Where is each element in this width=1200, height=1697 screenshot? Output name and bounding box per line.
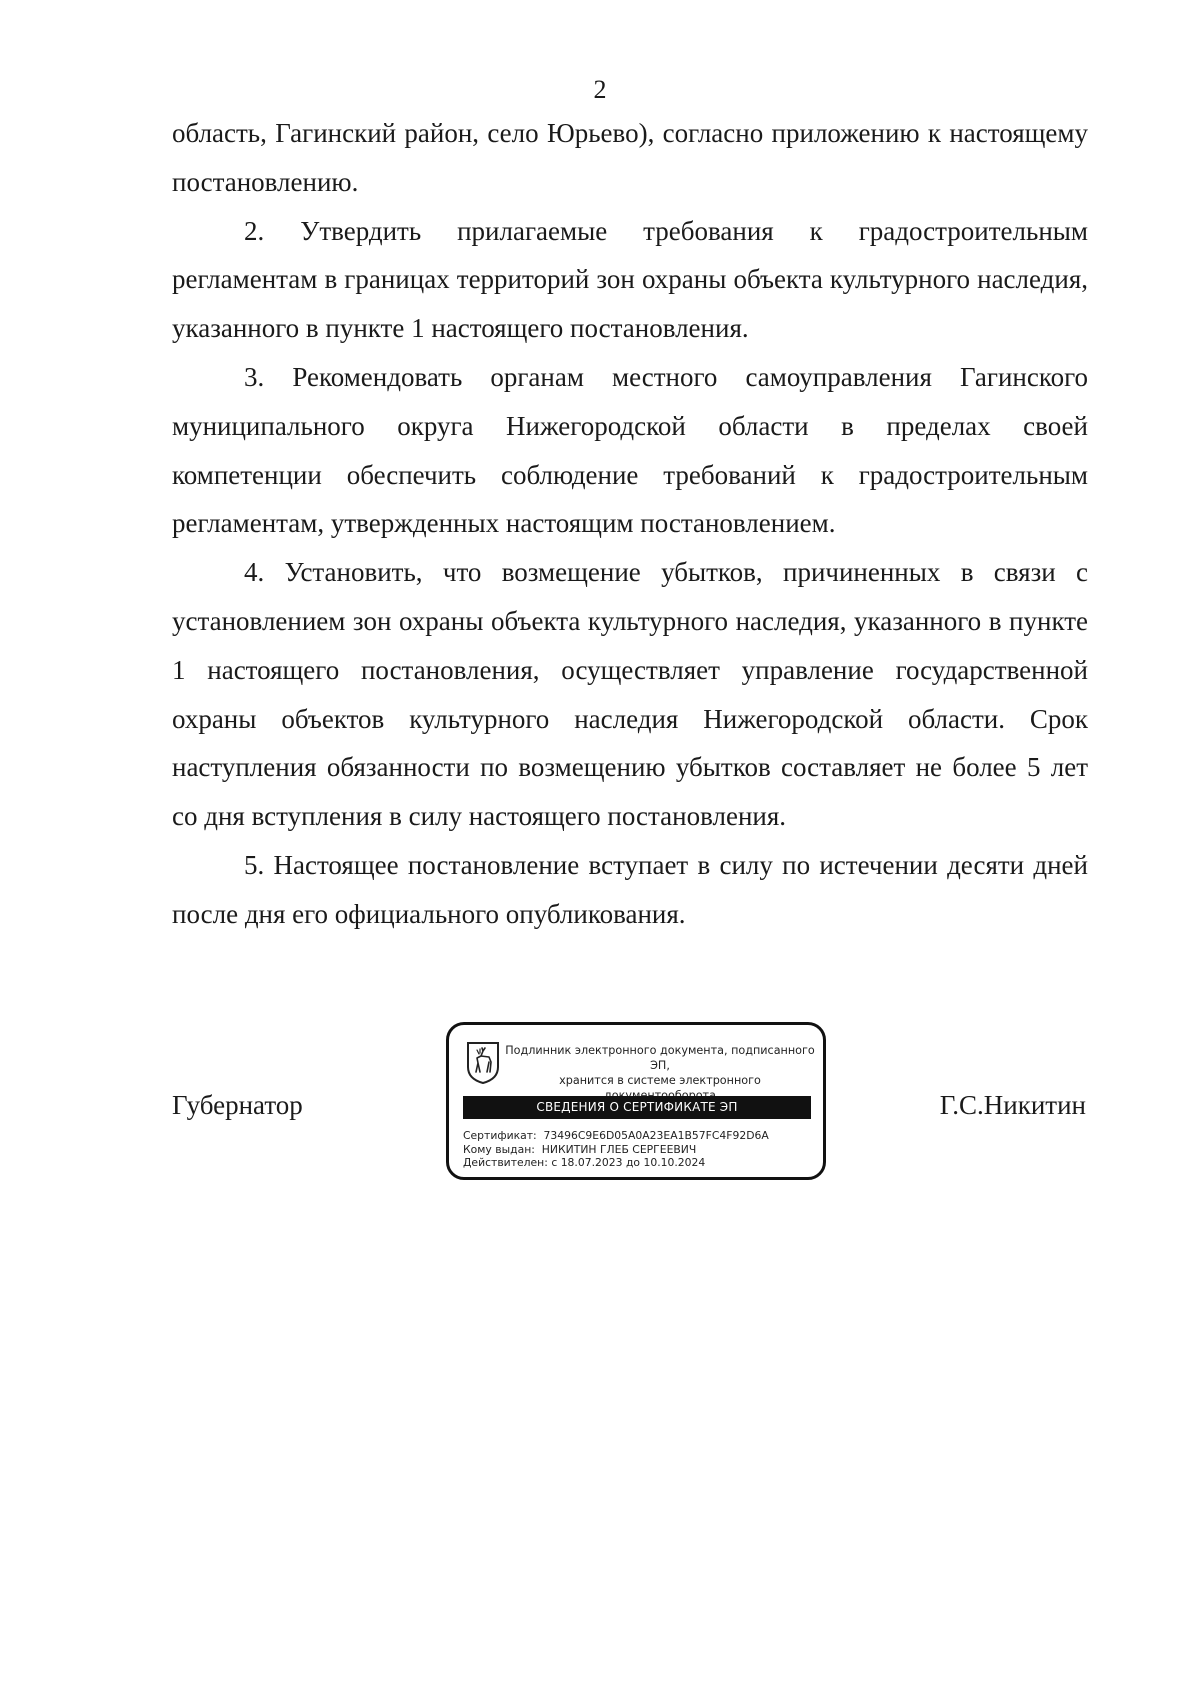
certificate-value: 73496C9E6D05A0A23EA1B57FC4F92D6A xyxy=(543,1129,769,1142)
validity-from-prefix: с xyxy=(551,1156,558,1169)
paragraph-item-3: 3. Рекомендовать органам местного самоуправления Гагинского муниципального округа Нижегородской области в пределах своей компетенции обеспечить соблюдение требований к градостроительным регламентам, утвержденных настоящим постановлением. xyxy=(172,361,1088,539)
deer-emblem-icon xyxy=(465,1041,501,1085)
issued-to-row xyxy=(463,1143,813,1157)
stamp-certificate-bar: СВЕДЕНИЯ О СЕРТИФИКАТЕ ЭП xyxy=(463,1096,811,1119)
validity-to: 10.10.2024 xyxy=(643,1156,706,1169)
validity-row xyxy=(463,1156,813,1170)
validity-from: 18.07.2023 xyxy=(560,1156,623,1169)
electronic-signature-stamp xyxy=(446,1022,826,1180)
signatory-name: Г.С.Никитин xyxy=(939,1090,1086,1120)
stamp-header xyxy=(505,1043,815,1103)
document-body xyxy=(172,109,1088,939)
validity-label: Действителен: xyxy=(463,1156,548,1169)
validity-to-prefix: до xyxy=(625,1156,641,1169)
stamp-header-line: хранится в системе электронного xyxy=(559,1074,761,1087)
signatory-title: Губернатор xyxy=(172,1090,303,1120)
stamp-header-line: Подлинник электронного документа, подписанного ЭП, xyxy=(505,1044,815,1072)
page-number: 2 xyxy=(593,75,607,104)
issued-to-value: НИКИТИН ГЛЕБ СЕРГЕЕВИЧ xyxy=(541,1142,697,1156)
certificate-row xyxy=(463,1129,813,1143)
certificate-label: Сертификат: xyxy=(463,1129,537,1142)
paragraph-item-2: 2. Утвердить прилагаемые требования к градостроительным регламентам в границах территорий зон охраны объекта культурного наследия, указанного в пункте 1 настоящего постановления. xyxy=(172,215,1088,344)
paragraph-item-5: 5. Настоящее постановление вступает в силу по истечении десяти дней после дня его официального опубликования. xyxy=(172,849,1088,929)
paragraph-item-4: 4. Установить, что возмещение убытков, причиненных в связи с установлением зон охраны объекта культурного наследия, указанного в пункте 1 настоящего постановления, осуществляет управление государственной охраны объектов культурного наследия Нижегородской области. Срок наступления обязанности по возмещению убытков составляет не более 5 лет со дня вступления в силу настоящего постановления. xyxy=(172,557,1088,832)
paragraph-continuation: область, Гагинский район, село Юрьево), согласно приложению к настоящему постановлению. xyxy=(172,118,1088,197)
issued-to-label: Кому выдан: xyxy=(463,1142,535,1156)
stamp-certificate-details xyxy=(463,1129,813,1170)
